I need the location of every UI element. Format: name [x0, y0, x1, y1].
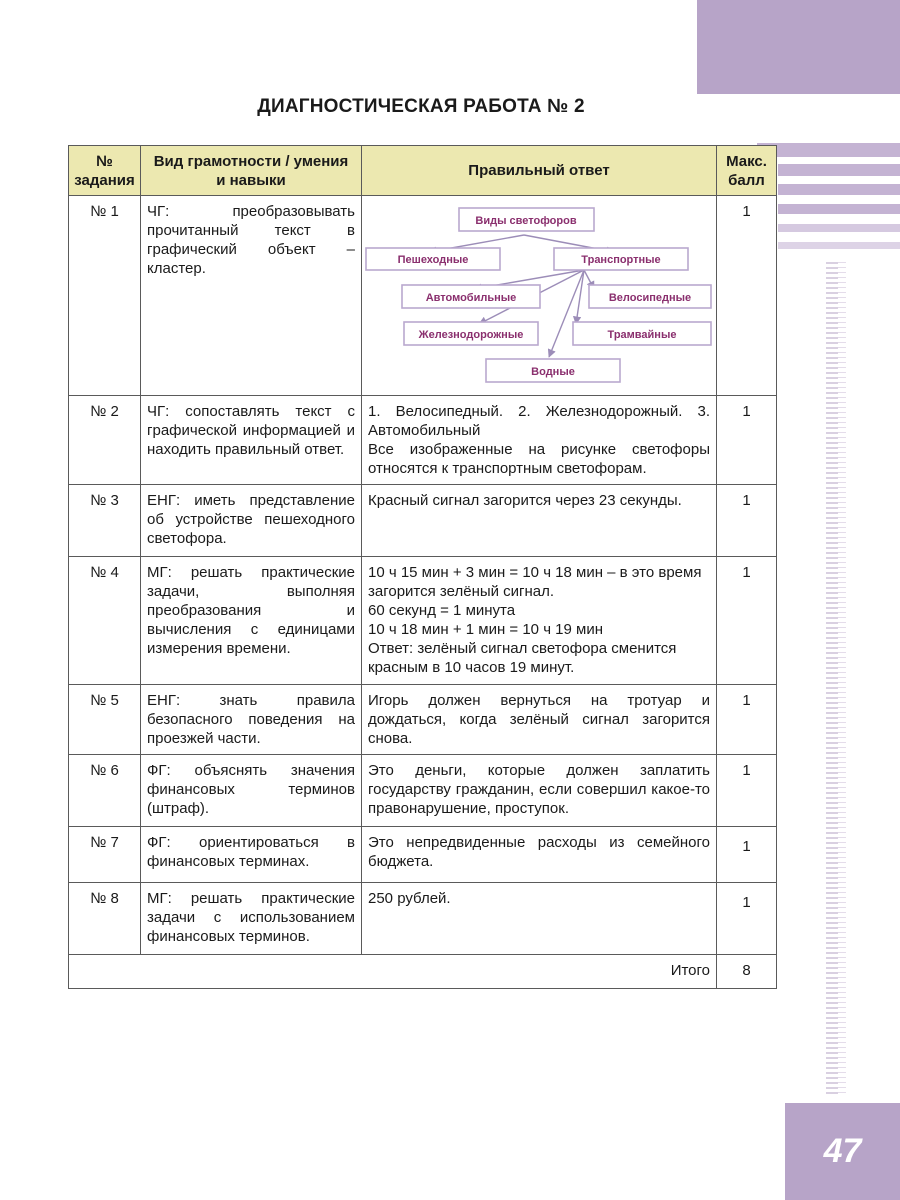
task-score: 1	[717, 883, 777, 955]
task-number: № 1	[69, 196, 141, 396]
task-number: № 2	[69, 396, 141, 485]
diagram-label-root: Виды светофоров	[475, 215, 577, 227]
answer-line: Это деньги, которые должен заплатить государству гражданин, если совершил какое-то правонарушение, проступок.	[368, 762, 710, 817]
task-score: 1	[717, 196, 777, 396]
task-answer-diagram	[362, 196, 717, 396]
diagram-label-water: Водные	[531, 366, 575, 378]
task-answer	[362, 485, 717, 557]
table-row	[69, 685, 777, 755]
task-number: № 3	[69, 485, 141, 557]
task-answer	[362, 685, 717, 755]
task-number: № 6	[69, 755, 141, 827]
task-skill: ЧГ: сопоставлять текст с графической информацией и находить правильный ответ.	[141, 396, 362, 485]
table-row	[69, 883, 777, 955]
table-row	[69, 755, 777, 827]
answers-table	[68, 145, 777, 989]
diagram-label-tram: Трамвайные	[607, 329, 677, 341]
task-answer	[362, 755, 717, 827]
task-skill: ФГ: ориентироваться в финансовых терминах.	[141, 827, 362, 883]
total-value: 8	[717, 955, 777, 989]
header-score-line1: Макс.	[726, 152, 767, 170]
stripe-2	[778, 164, 900, 176]
page-title: ДИАГНОСТИЧЕСКАЯ РАБОТА № 2	[257, 96, 585, 117]
table-row	[69, 557, 777, 685]
header-num-line2: задания	[74, 171, 135, 189]
task-number: № 4	[69, 557, 141, 685]
task-skill: ЧГ: преобразовывать прочитанный текст в графический объект – кластер.	[141, 196, 362, 396]
header-skill-line1: Вид грамотности / умения	[153, 152, 349, 170]
task-number: № 5	[69, 685, 141, 755]
answer-line: Ответ: зелёный сигнал светофора сменится красным в 10 часов 19 минут.	[368, 640, 677, 676]
diagram-label-railway: Железнодорожные	[418, 329, 524, 341]
answer-line: Это непредвиденные расходы из семейного бюджета.	[368, 834, 710, 870]
cluster-diagram	[364, 204, 714, 384]
table-row	[69, 485, 777, 557]
task-score: 1	[717, 396, 777, 485]
answer-line: 60 секунд = 1 минута	[368, 602, 516, 619]
task-score: 1	[717, 755, 777, 827]
dotted-column-2	[838, 262, 846, 1097]
task-answer	[362, 557, 717, 685]
task-answer	[362, 883, 717, 955]
stripe-4	[778, 204, 900, 214]
task-number: № 8	[69, 883, 141, 955]
task-answer	[362, 396, 717, 485]
task-skill: ЕНГ: знать правила безопасного поведения на проезжей части.	[141, 685, 362, 755]
task-skill: МГ: решать практические задачи, выполняя преобразования и вычисления с единицами измерения времени.	[141, 557, 362, 685]
diagram-label-pedestrian: Пешеходные	[397, 254, 469, 266]
task-score: 1	[717, 827, 777, 883]
total-row	[69, 955, 777, 989]
header-skill	[141, 146, 362, 196]
answer-line: Все изображенные на рисунке светофоры относятся к транспортным светофорам.	[368, 441, 710, 477]
task-score: 1	[717, 557, 777, 685]
task-number: № 7	[69, 827, 141, 883]
dotted-column	[826, 262, 838, 1097]
task-skill: МГ: решать практические задачи с использованием финансовых терминов.	[141, 883, 362, 955]
table-header-row	[69, 146, 777, 196]
task-skill: ФГ: объяснять значения финансовых терминов (штраф).	[141, 755, 362, 827]
answer-line: Красный сигнал загорится через 23 секунды.	[368, 492, 682, 509]
diagram-label-auto: Автомобильные	[425, 292, 517, 304]
stripe-6	[778, 242, 900, 249]
task-score: 1	[717, 685, 777, 755]
task-answer	[362, 827, 717, 883]
header-answer: Правильный ответ	[362, 146, 717, 196]
answer-line: Игорь должен вернуться на тротуар и дождаться, когда зелёный сигнал загорится снова.	[368, 692, 710, 747]
stripe-1	[757, 143, 900, 157]
answer-line: 10 ч 18 мин + 1 мин = 10 ч 19 мин	[368, 621, 603, 638]
page-number-box	[785, 1103, 900, 1200]
task-skill: ЕНГ: иметь представление об устройстве пешеходного светофора.	[141, 485, 362, 557]
header-num-line1: №	[96, 152, 113, 170]
task-score: 1	[717, 485, 777, 557]
stripe-5	[778, 224, 900, 232]
answer-line: 250 рублей.	[368, 890, 451, 907]
diagram-label-transport: Транспортные	[581, 254, 661, 266]
header-score-line2: балл	[728, 171, 765, 189]
header-skill-line2: и навыки	[216, 171, 286, 189]
answer-line: 10 ч 15 мин + 3 мин = 10 ч 18 мин – в это время загорится зелёный сигнал.	[368, 564, 702, 600]
table-row	[69, 827, 777, 883]
total-label: Итого	[69, 955, 717, 989]
table-row	[69, 396, 777, 485]
stripe-3	[778, 184, 900, 195]
answer-line: 1. Велосипедный. 2. Железнодорожный. 3. Автомобильный	[368, 403, 710, 439]
diagram-label-bicycle: Велосипедные	[608, 292, 692, 304]
corner-decoration	[697, 0, 900, 94]
page-number: 47	[823, 1132, 862, 1170]
header-num	[69, 146, 141, 196]
table-row	[69, 196, 777, 396]
header-score	[717, 146, 777, 196]
